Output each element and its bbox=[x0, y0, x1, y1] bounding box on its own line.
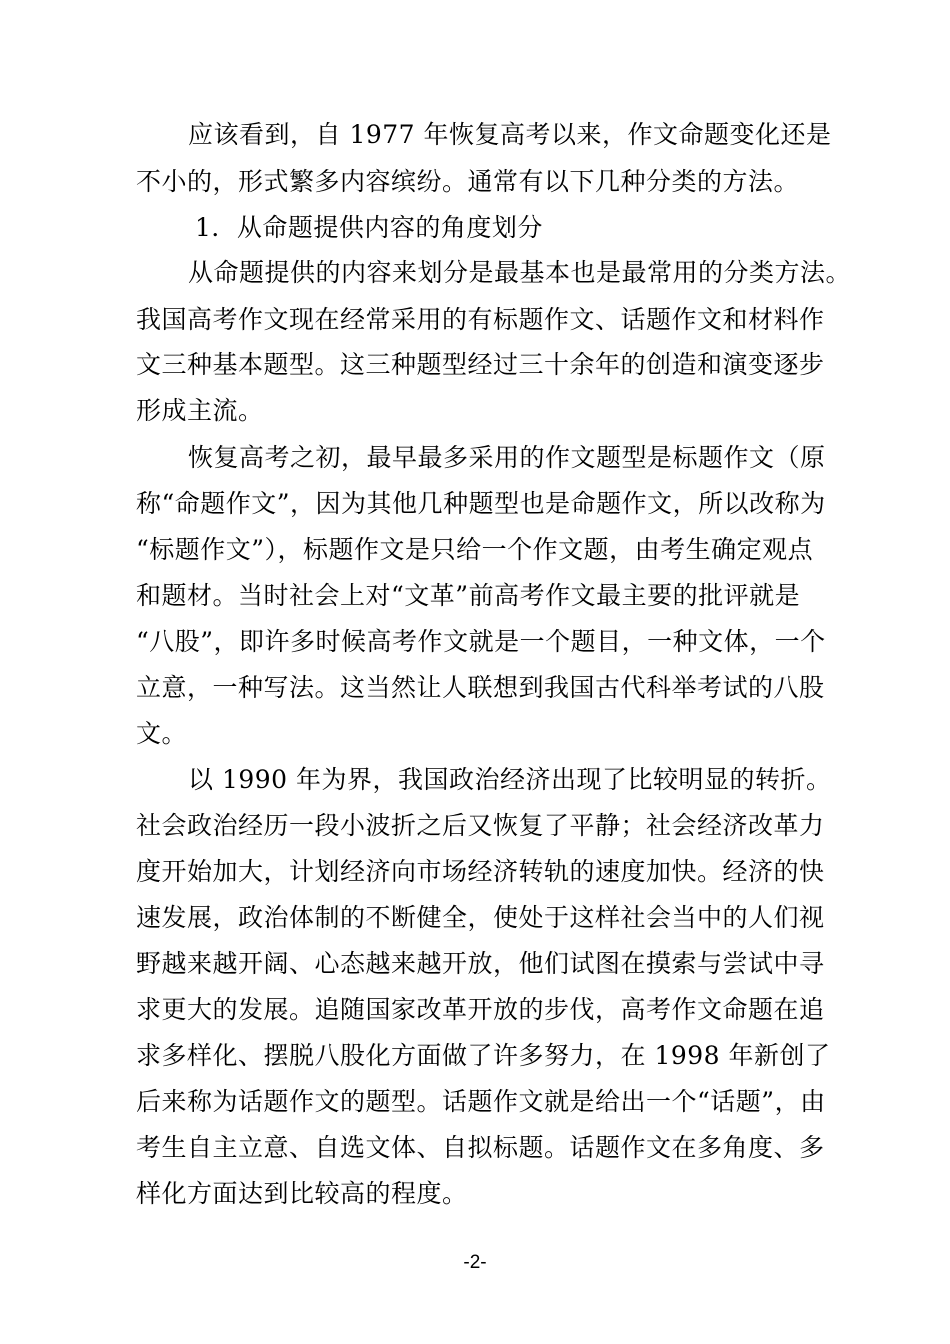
text-line: 从命题提供的内容来划分是最基本也是最常用的分类方法。 bbox=[188, 258, 852, 287]
text-line: “标题作文”），标题作文是只给一个作文题，由考生确定观点 bbox=[136, 535, 814, 564]
text-line: 文三种基本题型。这三种题型经过三十余年的创造和演变逐步 bbox=[136, 350, 825, 379]
text-line: 后来称为话题作文的题型。话题作文就是给出一个“话题”，由 bbox=[136, 1087, 826, 1116]
text-line: 求更大的发展。追随国家改革开放的步伐，高考作文命题在追 bbox=[136, 995, 825, 1024]
text-line: 样化方面达到比较高的程度。 bbox=[136, 1179, 468, 1208]
text-line: “八股”，即许多时候高考作文就是一个题目，一种文体，一个 bbox=[136, 627, 826, 656]
text-line: 速发展，政治体制的不断健全，使处于这样社会当中的人们视 bbox=[136, 903, 825, 932]
text-line: 以 1990 年为界，我国政治经济出现了比较明显的转折。 bbox=[188, 765, 832, 794]
text-line: 称“命题作文”，因为其他几种题型也是命题作文，所以改称为 bbox=[136, 489, 826, 518]
page-number: -2- bbox=[463, 1252, 487, 1273]
text-line: 野越来越开阔、心态越来越开放，他们试图在摸索与尝试中寻 bbox=[136, 949, 825, 978]
text-line: 恢复高考之初，最早最多采用的作文题型是标题作文（原 bbox=[188, 443, 826, 472]
text-line: 社会政治经历一段小波折之后又恢复了平静；社会经济改革力 bbox=[136, 811, 825, 840]
text-line: 形成主流。 bbox=[136, 396, 264, 425]
text-line: 和题材。当时社会上对“文革”前高考作文最主要的批评就是 bbox=[136, 581, 801, 610]
text-line: 文。 bbox=[136, 719, 188, 748]
text-line: 立意，一种写法。这当然让人联想到我国古代科举考试的八股 bbox=[136, 673, 825, 702]
text-line: 度开始加大，计划经济向市场经济转轨的速度加快。经济的快 bbox=[136, 857, 825, 886]
text-line: 不小的，形式繁多内容缤纷。通常有以下几种分类的方法。 bbox=[136, 167, 800, 196]
text-line: 应该看到，自 1977 年恢复高考以来，作文命题变化还是 bbox=[188, 120, 832, 149]
text-line: 我国高考作文现在经常采用的有标题作文、话题作文和材料作 bbox=[136, 305, 825, 334]
section-heading: 1．从命题提供内容的角度划分 bbox=[195, 213, 543, 242]
text-line: 求多样化、摆脱八股化方面做了许多努力，在 1998 年新创了 bbox=[136, 1041, 831, 1070]
text-line: 考生自主立意、自选文体、自拟标题。话题作文在多角度、多 bbox=[136, 1133, 825, 1162]
